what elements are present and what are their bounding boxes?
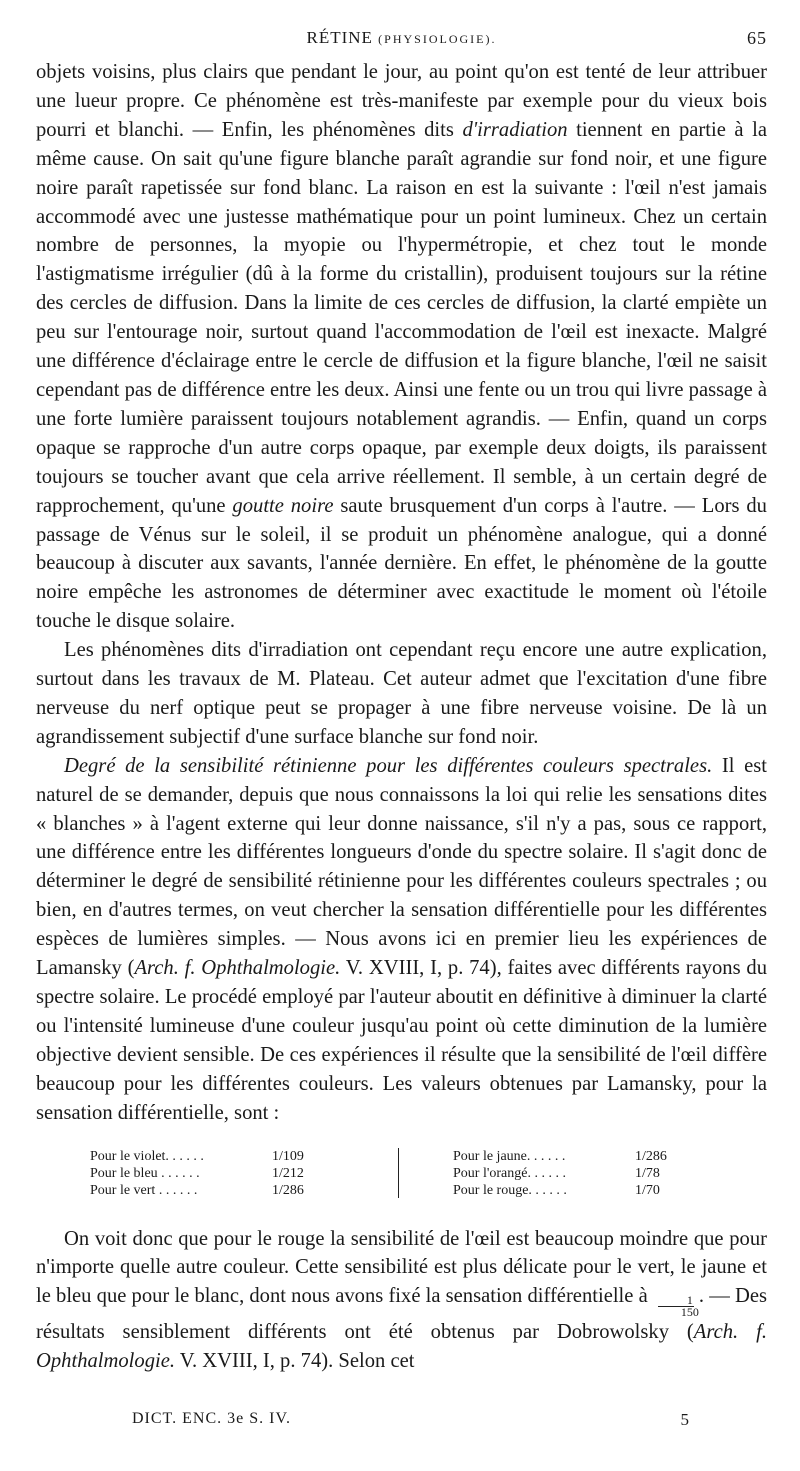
text-run: Les phénomènes dits d'irradiation ont cependant reçu encore une autre explication, surtout dans les travaux de M. Plateau. Cet auteur admet que l'excitation d'une fibre nerveuse du nerf optique peut se propager à une fibre nerveuse voisine. De là un agrandissement subjectif d'une surface blanche sur fond noir. <box>36 639 767 748</box>
italic-term: d'irradiation <box>462 118 568 141</box>
color-value: 1/286 <box>272 1182 304 1198</box>
paragraph-irradiation <box>36 58 767 636</box>
text-run: tiennent en partie à la même cause. On sait qu'une figure blanche paraît agrandie sur fond noir, et une figure noire paraît rapetissée sur fond blanc. La raison en est la suivante : l'œil n'est jamais accommodé avec une justesse mathématique pour un point lumineux. Chez un certain nombre de personnes, la myopie ou l'hypermétropie, et chez tout le monde l'astigmatisme irrégulier (dû à la forme du cristallin), produisent toujours sur la rétine des cercles de diffusion. Dans la limite de ces cercles de diffusion, la clarté empiète un peu sur l'entourage noir, surtout quand l'accommodation de l'œil est inexacte. Malgré une différence d'éclairage entre le cercle de diffusion et la figure blanche, l'œil ne saisit cependant pas de différence entre les deux. Ainsi une fente ou un trou qui livre passage à une forte lumière paraissent toujours notablement agrandis. — Enfin, quand un corps opaque se rapproche d'un autre corps opaque, par exemple deux doigts, ils paraissent toujours se toucher avant que cela arrive réellement. Il semble, à un certain degré de rapprochement, qu'une <box>36 118 768 517</box>
running-header <box>36 28 767 58</box>
values-column-left <box>90 1148 350 1199</box>
value-row <box>453 1165 675 1182</box>
value-row <box>90 1148 312 1165</box>
citation-title: Arch. f. Ophthalmologie. <box>36 1321 767 1373</box>
fraction <box>653 1295 699 1318</box>
paragraph-plateau <box>36 636 767 752</box>
value-row <box>453 1148 675 1165</box>
text-run: Il est naturel de se demander, depuis que nous connaissons la loi qui relie les sensations dites « blanches » à l'agent externe qui leur donne naissance, s'il n'y a pas, sous ce rapport, une différence entre les différentes longueurs d'onde du spectre solaire. Il s'agit donc de déterminer le degré de sensibilité rétinienne pour les différentes couleurs spectrales ; ou bien, en d'autres termes, on veut chercher la sensation différentielle pour les différentes espèces de lumières simples. — Nous avons ici en premier lieu les expériences de Lamansky ( <box>36 754 767 980</box>
header-subtitle: (PHYSIOLOGIE). <box>378 32 497 46</box>
color-label: Pour le violet. . . . . . <box>90 1148 204 1164</box>
color-label: Pour le jaune. . . . . . <box>453 1148 566 1164</box>
body-text <box>36 58 767 1376</box>
text-run: V. XVIII, I, p. 74). Selon cet <box>175 1350 415 1373</box>
footer-signature-mark: DICT. ENC. 3e S. IV. <box>132 1410 291 1427</box>
color-value: 1/286 <box>635 1148 667 1164</box>
text-run: On voit donc que pour le rouge la sensibilité de l'œil est beaucoup moindre que pour n'importe quelle autre couleur. Cette sensibilité est plus délicate pour le vert, le jaune et le bleu que pour le blanc, dont nous avons fixé la sensation différentielle à <box>36 1227 767 1308</box>
value-row <box>453 1182 675 1199</box>
color-label: Pour le rouge. . . . . . <box>453 1182 567 1198</box>
color-value: 1/78 <box>635 1165 660 1181</box>
fraction-numerator: 1 <box>658 1295 694 1307</box>
paragraph-sensibilite <box>36 752 767 1128</box>
color-value: 1/70 <box>635 1182 660 1198</box>
color-label: Pour le vert . . . . . . <box>90 1182 198 1198</box>
text-run: . — Des résultats sensiblement différents ont été obtenus par Dobrowolsky ( <box>36 1285 767 1344</box>
color-label: Pour le bleu . . . . . . <box>90 1165 200 1181</box>
section-heading: Degré de la sensibilité rétinienne pour les différentes couleurs spectrales. <box>64 754 713 777</box>
text-run: V. XVIII, I, p. 74), faites avec différents rayons du spectre solaire. Le procédé employé par l'auteur aboutit en définitive à diminuer la clarté ou l'intensité lumineuse d'une couleur jusqu'au point où cette diminution de la lumière objective devient sensible. De ces expériences il résulte que la sensibilité de l'œil diffère beaucoup pour les différentes couleurs. Les valeurs obtenues par Lamansky, pour la sensation différentielle, sont : <box>36 957 767 1124</box>
citation-title: Arch. f. Ophthalmologie. <box>134 957 341 980</box>
page-number: 65 <box>747 28 767 48</box>
page-footer <box>132 1410 690 1428</box>
color-label: Pour l'orangé. . . . . . <box>453 1165 566 1181</box>
text-run: saute brusquement d'un corps à l'autre. — Lors du passage de Vénus sur le soleil, il se produit un phénomène analogue, qui a donné beaucoup à discuter aux savants, l'année dernière. En effet, le phénomène de la goutte noire empêche les astronomes de déterminer avec exactitude le moment où l'étoile touche le disque solaire. <box>36 494 767 633</box>
sensitivity-values-table <box>36 1148 767 1199</box>
value-row <box>90 1165 312 1182</box>
paragraph-conclusion <box>36 1225 767 1377</box>
values-column-right <box>399 1148 713 1199</box>
text-run: objets voisins, plus clairs que pendant le jour, au point qu'on est tenté de leur attribuer une lueur propre. Ce phénomène est très-manifeste par exemple pour du vieux bois pourri et blanchi. — Enfin, les phénomènes dits <box>36 61 767 141</box>
italic-term: goutte noire <box>232 494 334 517</box>
running-title <box>36 28 767 48</box>
fraction-denominator: 150 <box>680 1305 699 1320</box>
header-title: RÉTINE <box>306 28 373 47</box>
signature-number: 5 <box>680 1410 690 1429</box>
color-value: 1/109 <box>272 1148 304 1164</box>
color-value: 1/212 <box>272 1165 304 1181</box>
value-row <box>90 1182 312 1199</box>
